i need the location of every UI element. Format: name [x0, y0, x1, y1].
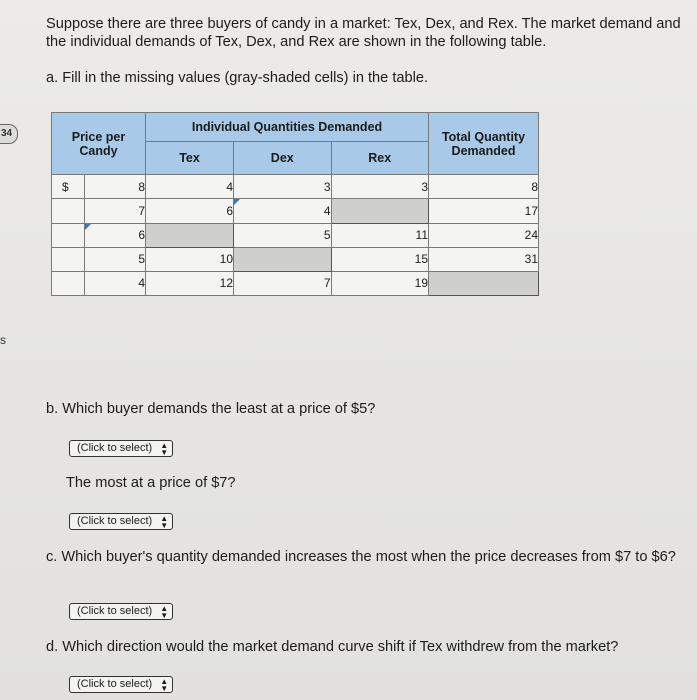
price-cell: 7	[85, 199, 146, 223]
total-answer-input[interactable]	[429, 271, 539, 295]
tex-cell: 6	[146, 199, 234, 223]
currency-symbol	[52, 199, 85, 223]
select-label: (Click to select)	[77, 515, 153, 527]
rex-cell: 3	[331, 175, 429, 199]
tex-cell: 10	[146, 247, 234, 271]
question-number-tab[interactable]: 34	[0, 124, 18, 144]
individual-quantities-header: Individual Quantities Demanded	[146, 113, 429, 142]
tex-cell: 12	[146, 271, 234, 295]
sidebar-partial-letter: s	[0, 333, 6, 347]
select-arrows-icon: ▲ ▼	[160, 513, 169, 530]
table-row	[52, 223, 539, 247]
most-buyer-select[interactable]	[69, 513, 173, 530]
total-cell: 8	[429, 175, 539, 199]
part-a-prompt: a. Fill in the missing values (gray-shaded cells) in the table.	[46, 70, 429, 86]
currency-symbol: $	[52, 175, 85, 199]
table-row	[52, 199, 539, 223]
dex-header: Dex	[234, 142, 331, 175]
price-cell: 5	[85, 247, 146, 271]
part-b-prompt: b. Which buyer demands the least at a price of $5?	[46, 401, 376, 417]
dex-cell: 5	[234, 223, 331, 247]
tex-header: Tex	[146, 142, 234, 175]
table-row	[52, 247, 539, 271]
select-arrows-icon: ▲ ▼	[160, 440, 169, 457]
dex-answer-input[interactable]	[234, 247, 331, 271]
total-cell: 24	[429, 223, 539, 247]
select-label: (Click to select)	[77, 605, 153, 617]
currency-symbol	[52, 271, 85, 295]
total-cell: 31	[429, 247, 539, 271]
price-cell: 4	[85, 271, 146, 295]
least-buyer-select[interactable]	[69, 440, 173, 457]
dex-cell: 4	[234, 199, 331, 223]
total-quantity-header: Total Quantity Demanded	[429, 113, 539, 175]
price-cell: 6	[85, 223, 146, 247]
tex-cell: 4	[146, 175, 234, 199]
table-row	[52, 175, 539, 199]
rex-cell: 15	[331, 247, 429, 271]
select-label: (Click to select)	[77, 442, 153, 454]
dex-cell: 7	[234, 271, 331, 295]
select-label: (Click to select)	[77, 678, 153, 690]
price-header: Price per Candy	[52, 113, 146, 175]
currency-symbol	[52, 223, 85, 247]
part-b2-prompt: The most at a price of $7?	[66, 475, 236, 491]
select-arrows-icon: ▲ ▼	[160, 603, 169, 620]
rex-answer-input[interactable]	[331, 199, 429, 223]
dex-cell: 3	[234, 175, 331, 199]
rex-cell: 11	[331, 223, 429, 247]
select-arrows-icon: ▲ ▼	[160, 676, 169, 693]
largest-increase-select[interactable]	[69, 603, 173, 620]
currency-symbol	[52, 247, 85, 271]
shift-direction-select[interactable]	[69, 676, 173, 693]
rex-header: Rex	[331, 142, 429, 175]
price-cell: 8	[85, 175, 146, 199]
total-cell: 17	[429, 199, 539, 223]
part-c-prompt: c. Which buyer's quantity demanded increases the most when the price decreases from $7 to $6?	[46, 549, 676, 565]
table-row	[52, 271, 539, 295]
demand-table	[51, 112, 539, 296]
rex-cell: 19	[331, 271, 429, 295]
tex-answer-input[interactable]	[146, 223, 234, 247]
part-d-prompt: d. Which direction would the market demand curve shift if Tex withdrew from the market?	[46, 639, 619, 655]
problem-intro: Suppose there are three buyers of candy in a market: Tex, Dex, and Rex. The market demand and the individual demands of Tex, Dex, and Rex are shown in the following table.	[46, 16, 681, 50]
